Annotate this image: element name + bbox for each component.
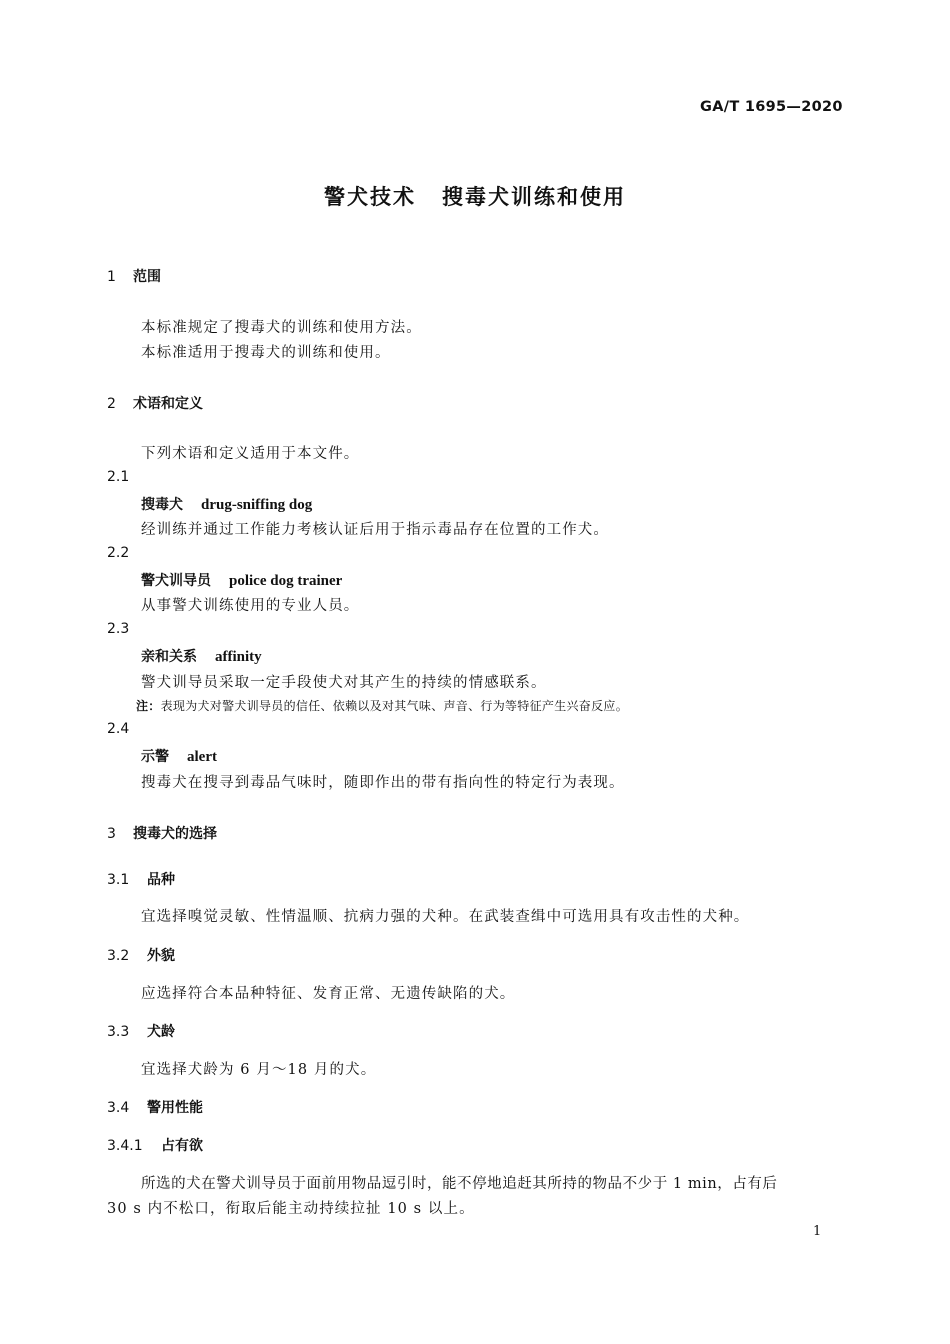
term-2-3-english: affinity [215,649,262,665]
section-3-4-1-number: 3.4.1 [107,1138,143,1154]
term-2-3-heading [141,646,262,666]
term-2-4-heading [141,746,217,766]
section-3-4-number: 3.4 [107,1100,130,1116]
term-2-1-definition: 经训练并通过工作能力考核认证后用于指示毒品存在位置的工作犬。 [141,522,609,538]
section-3-3-title: 犬龄 [147,1024,175,1040]
section-3-4-title: 警用性能 [147,1100,203,1116]
section-3-4-1-title: 占有欲 [161,1138,203,1154]
section-3-1-heading [107,869,175,889]
term-2-2-english: police dog trainer [229,573,343,589]
section-3-2-text: 应选择符合本品种特征、发育正常、无遗传缺陷的犬。 [141,986,516,1002]
section-3-4-1-line-1: 所选的犬在警犬训导员于面前用物品逗引时，能不停地追赶其所持的物品不少于 1 min，占有后 [141,1176,778,1192]
section-3-4-1-heading [107,1135,203,1155]
section-2-intro: 下列术语和定义适用于本文件。 [141,446,360,462]
section-1-paragraph-2: 本标准适用于搜毒犬的训练和使用。 [141,345,391,361]
term-2-4-definition: 搜毒犬在搜寻到毒品气味时，随即作出的带有指向性的特定行为表现。 [141,775,625,791]
section-1-title: 范围 [133,269,161,285]
standard-code: GA/T 1695—2020 [700,99,843,115]
term-2-2-number: 2.2 [107,545,130,561]
term-2-2-definition: 从事警犬训练使用的专业人员。 [141,598,360,614]
section-2-number: 2 [107,396,116,412]
term-2-3-chinese: 亲和关系 [141,649,197,665]
section-1-heading [107,266,161,286]
section-3-3-text: 宜选择犬龄为 6 月～18 月的犬。 [141,1062,377,1078]
term-2-1-number: 2.1 [107,469,130,485]
section-3-1-title: 品种 [147,872,175,888]
section-2-heading [107,393,203,413]
note-label: 注： [136,699,161,713]
section-3-number: 3 [107,826,116,842]
term-2-4-chinese: 示警 [141,749,169,765]
document-title [0,181,950,211]
title-part-1: 警犬技术 [324,185,416,209]
term-2-2-chinese: 警犬训导员 [141,573,211,589]
section-3-2-title: 外貌 [147,948,175,964]
page-number: 1 [813,1224,822,1239]
section-3-3-number: 3.3 [107,1024,130,1040]
section-3-1-number: 3.1 [107,872,130,888]
term-2-4-english: alert [187,749,217,765]
section-3-1-text: 宜选择嗅觉灵敏、性情温顺、抗病力强的犬种。在武装查缉中可选用具有攻击性的犬种。 [141,909,750,925]
section-2-title: 术语和定义 [133,396,203,412]
section-3-4-1-line-2: 30 s 内不松口，衔取后能主动持续拉扯 10 s 以上。 [107,1201,475,1217]
note-text: 表现为犬对警犬训导员的信任、依赖以及对其气味、声音、行为等特征产生兴奋反应。 [160,699,629,713]
section-1-number: 1 [107,269,116,285]
section-3-title: 搜毒犬的选择 [133,826,217,842]
section-3-2-heading [107,945,175,965]
section-1-paragraph-1: 本标准规定了搜毒犬的训练和使用方法。 [141,320,422,336]
section-3-heading [107,823,217,843]
term-2-1-chinese: 搜毒犬 [141,497,183,513]
term-2-2-heading [141,570,342,590]
title-part-2: 搜毒犬训练和使用 [442,185,626,209]
term-2-3-note [136,697,628,714]
term-2-1-english: drug-sniffing dog [201,497,313,513]
term-2-4-number: 2.4 [107,721,130,737]
term-2-1-heading [141,494,312,514]
section-3-3-heading [107,1021,175,1041]
section-3-2-number: 3.2 [107,948,130,964]
term-2-3-definition: 警犬训导员采取一定手段使犬对其产生的持续的情感联系。 [141,675,547,691]
term-2-3-number: 2.3 [107,621,130,637]
section-3-4-heading [107,1097,203,1117]
